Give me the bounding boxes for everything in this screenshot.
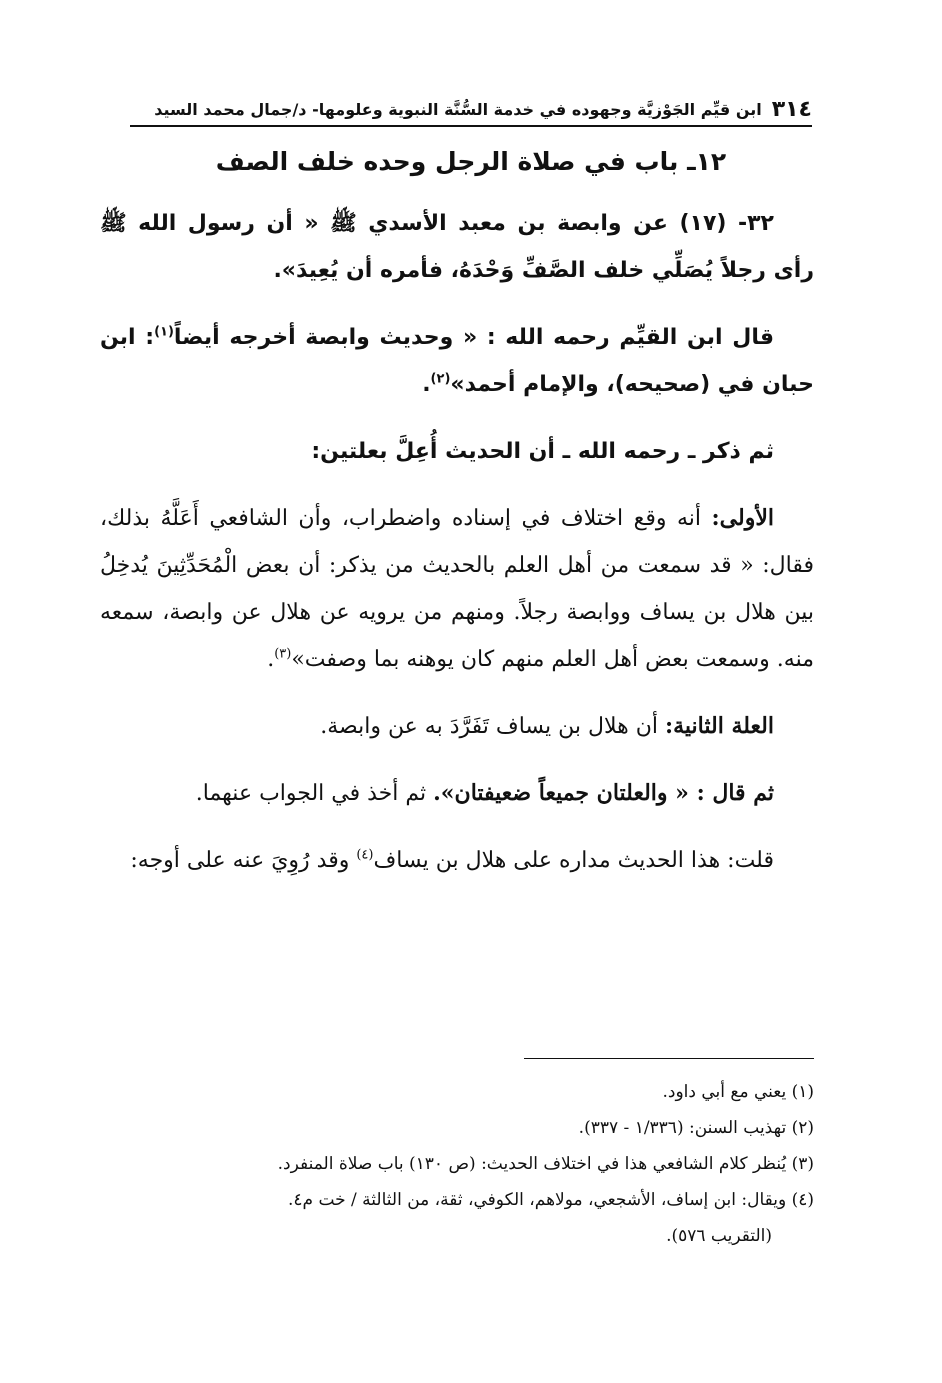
footnote-ref-3[interactable]: (٣)	[274, 646, 292, 662]
body-text	[100, 200, 814, 904]
hadith-paragraph: ٣٢- (١٧) عن وابصة بن معبد الأسدي ﷺ « أن رسول الله ﷺ رأى رجلاً يُصَلِّي خلف الصَّفِّ وَحْدَهُ، فأمره أن يُعِيدَ».	[100, 211, 814, 283]
narration-text-2: وقد رُوِيَ عنه على أوجه:	[130, 848, 357, 873]
footnote-ref-1[interactable]: (١)	[154, 324, 174, 340]
second-defect-text: أن هلال بن يساف تَفَرَّدَ به عن وابصة.	[320, 714, 665, 739]
narration-text-1: قلت: هذا الحديث مداره على هلال بن يساف	[373, 848, 774, 873]
two-defects-paragraph: ثم ذكر ـ رحمه الله ـ أن الحديث أُعِلَّ بعلتين:	[311, 439, 774, 464]
footnote-4-continued: (التقريب ٥٧٦).	[666, 1226, 772, 1246]
footnote-divider	[524, 1058, 814, 1059]
running-header	[130, 93, 812, 127]
first-defect-label: الأولى:	[711, 505, 774, 531]
page-number: ٣١٤	[771, 97, 812, 122]
second-defect-label: العلة الثانية:	[664, 713, 774, 739]
footnote-ref-2[interactable]: (٢)	[430, 371, 451, 387]
footnote-4: (٤) ويقال: ابن إساف، الأشجعي، مولاهم، الكوفي، ثقة، من الثالثة / خت م٤.	[287, 1190, 814, 1210]
first-defect-text: أنه وقع اختلاف في إسناده واضطراب، وأن الشافعي أَعَلَّهُ بذلك، فقال: « قد سمعت من أهل العلم بالحديث من يذكر: أن بعض الْمُحَدِّثِينَ يُدخِلُ بين هلال بن يساف ووابصة رجلاً. ومنهم من يرويه عن هلال عن وابصة، سمعه منه. وسمعت بعض أهل العلم منهم كان يوهنه بما وصفت»	[100, 506, 814, 672]
first-defect-end: .	[267, 647, 275, 672]
footnote-2: (٢) تهذيب السنن: (١/٣٣٦ - ٣٣٧).	[578, 1118, 814, 1138]
both-weak-text: ثم أخذ في الجواب عنهما.	[195, 781, 434, 806]
quote-end: .	[422, 372, 431, 397]
both-weak-paragraph	[100, 770, 814, 817]
footnote-3: (٣) يُنظر كلام الشافعي هذا في اختلاف الحديث: (ص ١٣٠) باب صلاة المنفرد.	[277, 1154, 814, 1174]
both-weak-quote: ثم قال : « والعلتان جميعاً ضعيفتان».	[433, 780, 774, 806]
quote-rest: : ابن حبان في (صحيحه)، والإمام أحمد»	[100, 325, 814, 397]
footnote-ref-4[interactable]: (٤)	[356, 847, 374, 863]
chapter-title: ١٢ـ باب في صلاة الرجل وحده خلف الصف	[215, 147, 727, 176]
first-defect-paragraph	[100, 495, 814, 683]
quote-lead: قال ابن القيِّم رحمه الله : « وحديث وابصة أخرجه أيضاً	[173, 325, 774, 350]
footnote-1: (١) يعني مع أبي داود.	[662, 1082, 814, 1102]
narration-paragraph	[100, 837, 814, 884]
second-defect-paragraph	[100, 703, 814, 750]
footnotes	[100, 1074, 814, 1254]
book-title: ابن قيِّم الجَوْزيَّة وجهوده في خدمة السُّنَّة النبوية وعلومها- د/جمال محمد السيد	[154, 100, 762, 119]
ibn-qayyim-quote-paragraph	[100, 314, 814, 408]
